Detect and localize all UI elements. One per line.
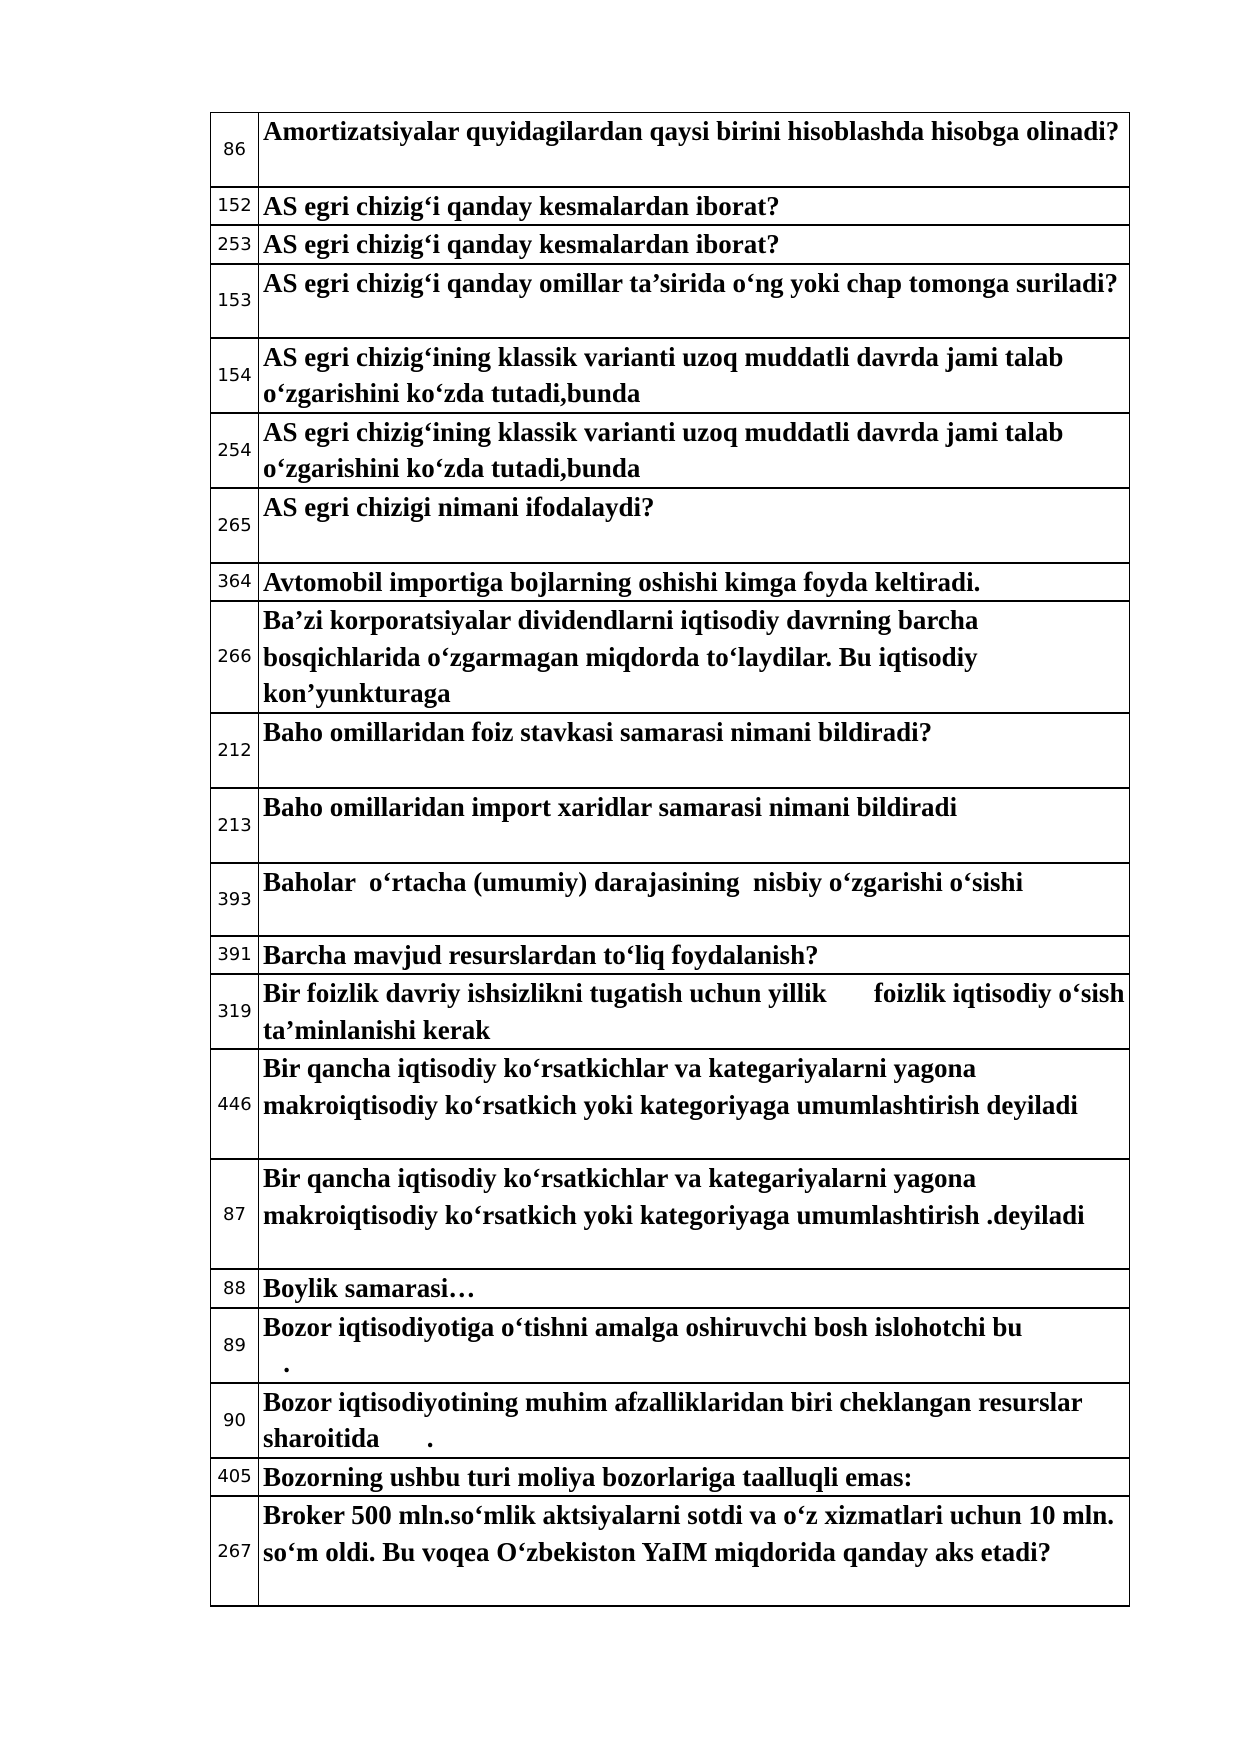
row-number: 364: [211, 563, 259, 602]
row-number: 254: [211, 413, 259, 488]
table-row: [211, 264, 1130, 338]
question-text: Bozorning ushbu turi moliya bozorlariga taalluqli emas:: [259, 1458, 1130, 1497]
row-number: 446: [211, 1049, 259, 1159]
question-text: Baho omillaridan foiz stavkasi samarasi nimani bildiradi?: [259, 713, 1130, 788]
row-number: 267: [211, 1496, 259, 1606]
question-text: Bir foizlik davriy ishsizlikni tugatish uchun yillik foizlik iqtisodiy o‘sish ta’minlanishi kerak: [259, 974, 1130, 1049]
question-text: Bir qancha iqtisodiy ko‘rsatkichlar va kategariyalarni yagona makroiqtisodiy ko‘rsatkich yoki kategoriyaga umumlashtirish .deyiladi: [259, 1159, 1130, 1269]
row-number: 89: [211, 1308, 259, 1383]
table-row: [211, 113, 1130, 187]
table-row: [211, 1269, 1130, 1308]
table-row: [211, 225, 1130, 264]
question-text: Boylik samarasi…: [259, 1269, 1130, 1308]
question-text: AS egri chizigi nimani ifodalaydi?: [259, 488, 1130, 563]
question-text: Avtomobil importiga bojlarning oshishi kimga foyda keltiradi.: [259, 563, 1130, 602]
row-number: 152: [211, 187, 259, 226]
row-number: 153: [211, 264, 259, 338]
table-row: [211, 488, 1130, 563]
question-text: Amortizatsiyalar quyidagilardan qaysi birini hisoblashda hisobga olinadi?: [259, 113, 1130, 187]
table-row: [211, 863, 1130, 936]
row-number: 405: [211, 1458, 259, 1497]
table-row: [211, 1049, 1130, 1159]
questions-table: [210, 112, 1130, 1607]
row-number: 87: [211, 1159, 259, 1269]
question-text: Baholar o‘rtacha (umumiy) darajasining nisbiy o‘zgarishi o‘sishi: [259, 863, 1130, 936]
table-row: [211, 601, 1130, 713]
row-number: 88: [211, 1269, 259, 1308]
row-number: 212: [211, 713, 259, 788]
question-text: Barcha mavjud resurslardan to‘liq foydalanish?: [259, 936, 1130, 975]
question-text: AS egri chizig‘i qanday kesmalardan iborat?: [259, 225, 1130, 264]
question-text: Bir qancha iqtisodiy ko‘rsatkichlar va kategariyalarni yagona makroiqtisodiy ko‘rsatkich yoki kategoriyaga umumlashtirish deyiladi: [259, 1049, 1130, 1159]
row-number: 393: [211, 863, 259, 936]
question-text: AS egri chizig‘i qanday kesmalardan iborat?: [259, 187, 1130, 226]
question-text: AS egri chizig‘ining klassik varianti uzoq muddatli davrda jami talab o‘zgarishini ko‘zda tutadi,bunda: [259, 338, 1130, 413]
table-row: [211, 1383, 1130, 1458]
table-row: [211, 1496, 1130, 1606]
question-text: Broker 500 mln.so‘mlik aktsiyalarni sotdi va o‘z xizmatlari uchun 10 mln. so‘m oldi. Bu voqea O‘zbekiston YaIM miqdorida qanday aks etadi?: [259, 1496, 1130, 1606]
question-text: Ba’zi korporatsiyalar dividendlarni iqtisodiy davrning barcha bosqichlarida o‘zgarmagan miqdorda to‘laydilar. Bu iqtisodiy kon’yunkturaga: [259, 601, 1130, 713]
row-number: 154: [211, 338, 259, 413]
table-row: [211, 1458, 1130, 1497]
row-number: 213: [211, 788, 259, 863]
table-row: [211, 713, 1130, 788]
row-number: 86: [211, 113, 259, 187]
row-number: 265: [211, 488, 259, 563]
row-number: 391: [211, 936, 259, 975]
table-row: [211, 563, 1130, 602]
table-row: [211, 1308, 1130, 1383]
row-number: 319: [211, 974, 259, 1049]
table-row: [211, 1159, 1130, 1269]
question-text: Bozor iqtisodiyotiga o‘tishni amalga oshiruvchi bosh islohotchi bu .: [259, 1308, 1130, 1383]
table-row: [211, 413, 1130, 488]
table-row: [211, 338, 1130, 413]
table-row: [211, 974, 1130, 1049]
row-number: 90: [211, 1383, 259, 1458]
table-row: [211, 936, 1130, 975]
question-text: Baho omillaridan import xaridlar samarasi nimani bildiradi: [259, 788, 1130, 863]
question-text: AS egri chizig‘i qanday omillar ta’sirida o‘ng yoki chap tomonga suriladi?: [259, 264, 1130, 338]
question-text: AS egri chizig‘ining klassik varianti uzoq muddatli davrda jami talab o‘zgarishini ko‘zda tutadi,bunda: [259, 413, 1130, 488]
question-text: Bozor iqtisodiyotining muhim afzalliklaridan biri cheklangan resurslar sharoitida .: [259, 1383, 1130, 1458]
table-row: [211, 788, 1130, 863]
table-row: [211, 187, 1130, 226]
row-number: 266: [211, 601, 259, 713]
row-number: 253: [211, 225, 259, 264]
